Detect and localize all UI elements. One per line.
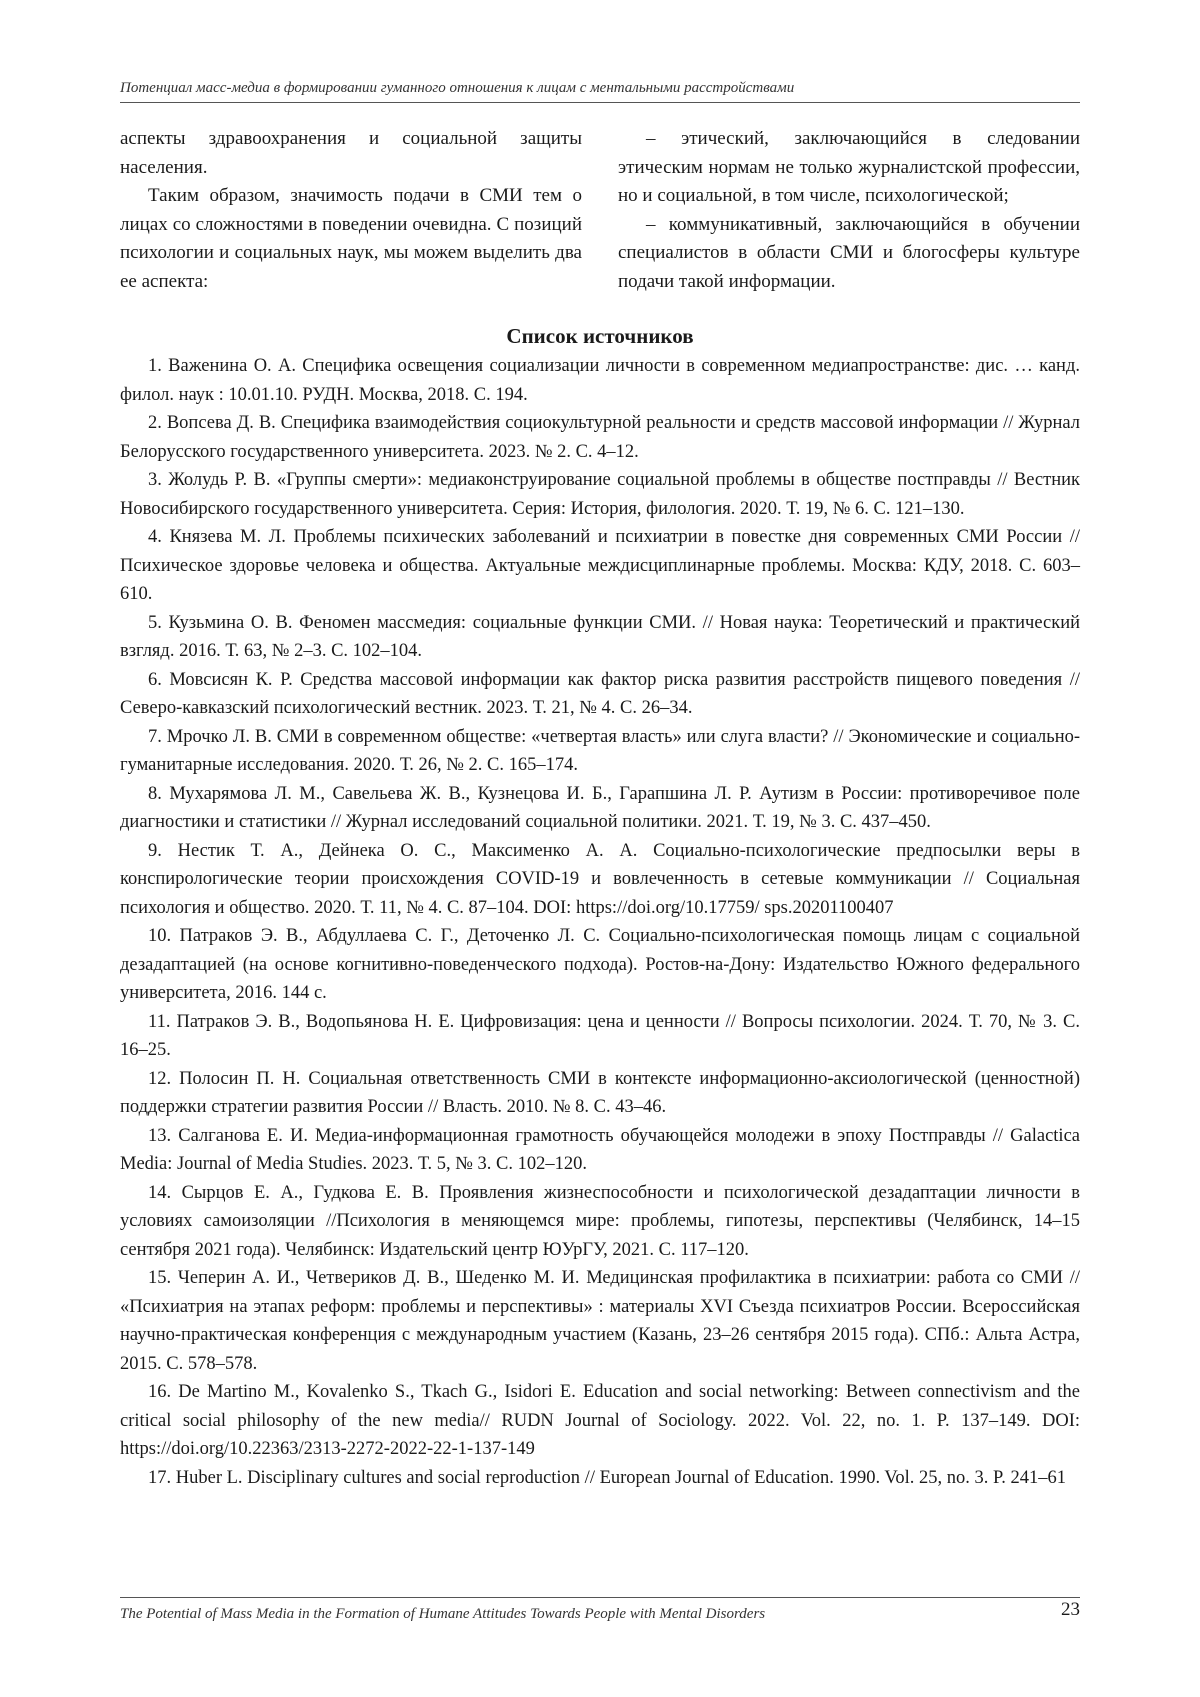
running-head: Потенциал масс-медиа в формировании гуманного отношения к лицам с ментальными расстройствами xyxy=(120,78,1080,103)
reference-item: 10. Патраков Э. В., Абдуллаева С. Г., Деточенко Л. С. Социально-психологическая помощь лицам с социальной дезадаптацией (на основе когнитивно-поведенческого подхода). Ростов-на-Дону: Издательство Южного федерального университета, 2016. 144 с. xyxy=(120,926,1080,1003)
page xyxy=(120,0,1080,1697)
reference-item: 1. Важенина О. А. Специфика освещения социализации личности в современном медиапространстве: дис. … канд. филол. наук : 10.01.10. РУДН. Москва, 2018. С. 194. xyxy=(120,356,1080,405)
reference-item: 9. Нестик Т. А., Дейнека О. С., Максименко А. А. Социально-психологические предпосылки веры в конспирологические теории происхождения COVID-19 и вовлеченность в сетевые коммуникации // Социальная психология и общество. 2020. Т. 11, № 4. С. 87–104. DOI: https://doi.org/10.17759/ sps.20201100407 xyxy=(120,840,1080,918)
reference-item: 5. Кузьмина О. В. Феномен массмедия: социальные функции СМИ. // Новая наука: Теоретический и практический взгляд. 2016. Т. 63, № 2–3. С. 102–104. xyxy=(120,612,1080,661)
reference-item: 17. Huber L. Disciplinary cultures and social reproduction // European Journal of Education. 1990. Vol. 25, no. 3. P. 241–61 xyxy=(148,1467,1066,1488)
right-column xyxy=(618,125,1080,296)
left-column xyxy=(120,125,582,296)
body-columns xyxy=(120,125,1080,296)
reference-item: 14. Сырцов Е. А., Гудкова Е. В. Проявления жизнеспособности и психологической дезадаптации личности в условиях самоизоляции //Психология в меняющемся мире: проблемы, гипотезы, перспективы (Челябинск, 14–15 сентября 2021 года). Челябинск: Издательский центр ЮУрГУ, 2021. С. 117–120. xyxy=(120,1182,1080,1260)
paragraph: – коммуникативный, заключающийся в обучении специалистов в области СМИ и блогосферы культуре подачи такой информации. xyxy=(618,213,1080,292)
references-heading: Список источников xyxy=(506,324,694,348)
reference-item: 15. Чеперин А. И., Четвериков Д. В., Шеденко М. И. Медицинская профилактика в психиатрии: работа со СМИ // «Психиатрия на этапах реформ: проблемы и перспективы» : материалы XVI Съезда психиатров России. Всероссийская научно-практическая конференция с международным участием (Казань, 23–26 сентября 2015 года). СПб.: Альта Астра, 2015. С. 578–578. xyxy=(120,1268,1080,1374)
reference-item: 11. Патраков Э. В., Водопьянова Н. Е. Цифровизация: цена и ценности // Вопросы психологии. 2024. Т. 70, № 3. С. 16–25. xyxy=(120,1011,1080,1060)
paragraph: Таким образом, значимость подачи в СМИ тем о лицах со сложностями в поведении очевидна. С позиций психологии и социальных наук, мы можем выделить два ее аспекта: xyxy=(120,185,582,292)
reference-item: 16. De Martino M., Kovalenko S., Tkach G., Isidori E. Education and social networking: Between connectivism and the critical social philosophy of the new media// RUDN Journal of Sociology. 2022. Vol. 22, no. 1. P. 137–149. DOI: https://doi.org/10.22363/2313-2272-2022-22-1-137-149 xyxy=(120,1382,1080,1459)
reference-item: 4. Князева М. Л. Проблемы психических заболеваний и психиатрии в повестке дня современных СМИ России // Психическое здоровье человека и общества. Актуальные междисциплинарные проблемы. Москва: КДУ, 2018. С. 603–610. xyxy=(120,527,1080,604)
paragraph: аспекты здравоохранения и социальной защиты населения. xyxy=(120,128,582,178)
reference-item: 13. Салганова Е. И. Медиа-информационная грамотность обучающейся молодежи в эпоху Постправды // Galactica Media: Journal of Media Studies. 2023. Т. 5, № 3. С. 102–120. xyxy=(120,1125,1080,1174)
reference-item: 12. Полосин П. Н. Социальная ответственность СМИ в контексте информационно-аксиологической (ценностной) поддержки стратегии развития России // Власть. 2010. № 8. С. 43–46. xyxy=(120,1068,1080,1117)
reference-item: 2. Вопсева Д. В. Специфика взаимодействия социокультурной реальности и средств массовой информации // Журнал Белорусского государственного университета. 2023. № 2. С. 4–12. xyxy=(120,413,1080,462)
reference-item: 3. Жолудь Р. В. «Группы смерти»: медиаконструирование социальной проблемы в обществе постправды // Вестник Новосибирского государственного университета. Серия: История, филология. 2020. Т. 19, № 6. С. 121–130. xyxy=(120,470,1080,519)
paragraph: – этический, заключающийся в следовании этическим нормам не только журналистской профессии, но и социальной, в том числе, психологической; xyxy=(618,128,1080,206)
reference-item: 7. Мрочко Л. В. СМИ в современном обществе: «четвертая власть» или слуга власти? // Экономические и социально-гуманитарные исследования. 2020. Т. 26, № 2. С. 165–174. xyxy=(120,726,1080,775)
references-list xyxy=(120,352,1080,1492)
reference-item: 8. Мухарямова Л. М., Савельева Ж. В., Кузнецова И. Б., Гарапшина Л. Р. Аутизм в России: противоречивое поле диагностики и статистики // Журнал исследований социальной политики. 2021. Т. 19, № 3. С. 437–450. xyxy=(120,783,1080,832)
reference-item: 6. Мовсисян К. Р. Средства массовой информации как фактор риска развития расстройств пищевого поведения // Северо-кавказский психологический вестник. 2023. Т. 21, № 4. С. 26–34. xyxy=(120,669,1080,718)
page-footer xyxy=(120,1597,1080,1624)
footer-english-title: The Potential of Mass Media in the Formation of Humane Attitudes Towards People with Mental Disorders xyxy=(120,1606,766,1622)
page-number: 23 xyxy=(1061,1599,1080,1620)
